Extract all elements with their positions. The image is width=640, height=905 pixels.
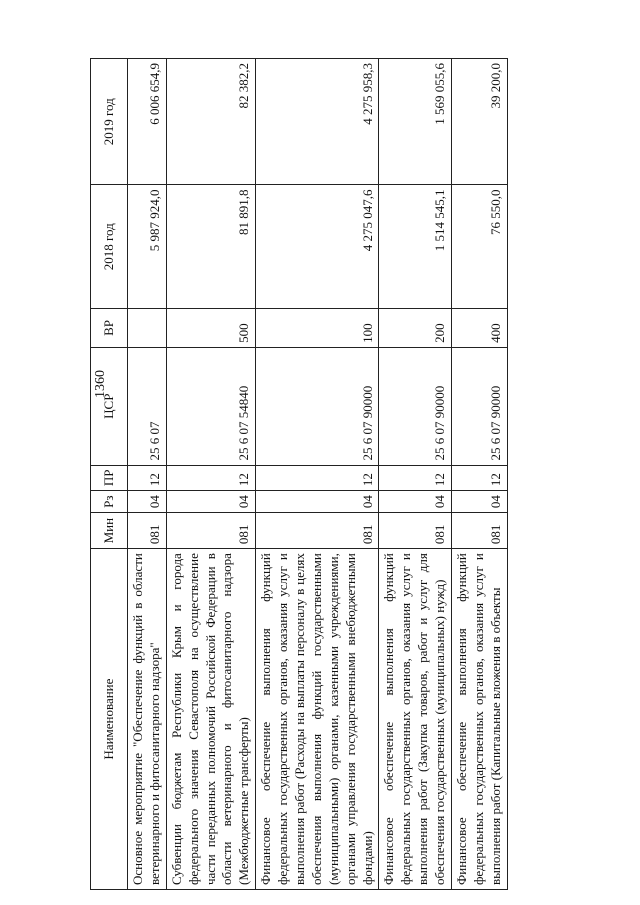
table-row: [452, 59, 508, 890]
row-rz: 04: [379, 491, 452, 513]
header-vr: ВР: [91, 308, 128, 347]
header-row: [91, 59, 128, 890]
row-pr: 12: [128, 465, 167, 491]
row-csr: 25 6 07: [128, 347, 167, 465]
table-row: [379, 59, 452, 890]
row-vr: 100: [256, 308, 379, 347]
header-rz: Рз: [91, 491, 128, 513]
row-min: 081: [256, 513, 379, 549]
row-2018: 4 275 047,6: [256, 185, 379, 308]
row-csr: 25 6 07 54840: [166, 347, 255, 465]
row-pr: 12: [256, 465, 379, 491]
row-pr: 12: [379, 465, 452, 491]
row-vr: 500: [166, 308, 255, 347]
rotated-page: [90, 58, 610, 890]
row-2018: 1 514 545,1: [379, 185, 452, 308]
row-min: 081: [379, 513, 452, 549]
row-vr: 200: [379, 308, 452, 347]
row-2019: 6 006 654,9: [128, 59, 167, 186]
header-min: Мин: [91, 513, 128, 549]
header-2019: 2019 год: [91, 59, 128, 186]
row-name: Субвенции бюджетам Республики Крым и города федерального значения Севастополя на осуществление части переданных полномочий Российской Федерации в области ветеринарного и фитосанитарного надзора (Межбюджетные трансферты): [166, 549, 255, 890]
row-2019: 39 200,0: [452, 59, 508, 186]
row-rz: 04: [166, 491, 255, 513]
table-row: [256, 59, 379, 890]
row-2019: 82 382,2: [166, 59, 255, 186]
row-csr: 25 6 07 90000: [379, 347, 452, 465]
header-pr: ПР: [91, 465, 128, 491]
header-name: Наименование: [91, 549, 128, 890]
budget-table: [90, 58, 508, 890]
header-2018: 2018 год: [91, 185, 128, 308]
row-2018: 76 550,0: [452, 185, 508, 308]
row-2018: 5 987 924,0: [128, 185, 167, 308]
table-row: [166, 59, 255, 890]
row-min: 081: [452, 513, 508, 549]
row-2019: 4 275 958,3: [256, 59, 379, 186]
row-name: Финансовое обеспечение выполнения функций федеральных государственных органов, оказания услуг и выполнения работ (Капитальные вложения в объекты: [452, 549, 508, 890]
row-csr: 25 6 07 90000: [452, 347, 508, 465]
row-name: Основное мероприятие "Обеспечение функций в области ветеринарного и фитосанитарного надзора": [128, 549, 167, 890]
row-2018: 81 891,8: [166, 185, 255, 308]
row-name: Финансовое обеспечение выполнения функций федеральных государственных органов, оказания услуг и выполнения работ (Расходы на выплаты персоналу в целях обеспечения выполнения функций государственными (муниципальными) органами, казенными учреждениями, органами управления государственными внебюджетными фондами): [256, 549, 379, 890]
row-csr: 25 6 07 90000: [256, 347, 379, 465]
header-csr: ЦСР: [91, 347, 128, 465]
row-pr: 12: [166, 465, 255, 491]
row-rz: 04: [128, 491, 167, 513]
row-vr: [128, 308, 167, 347]
row-2019: 1 569 055,6: [379, 59, 452, 186]
page-number: 1360: [93, 370, 108, 398]
row-min: 081: [128, 513, 167, 549]
row-pr: 12: [452, 465, 508, 491]
row-name: Финансовое обеспечение выполнения функций федеральных государственных органов, оказания услуг и выполнения работ (Закупка товаров, работ и услуг для обеспечения государственных (муниципальных) нужд): [379, 549, 452, 890]
table-row: [128, 59, 167, 890]
row-vr: 400: [452, 308, 508, 347]
row-rz: 04: [256, 491, 379, 513]
row-min: 081: [166, 513, 255, 549]
row-rz: 04: [452, 491, 508, 513]
